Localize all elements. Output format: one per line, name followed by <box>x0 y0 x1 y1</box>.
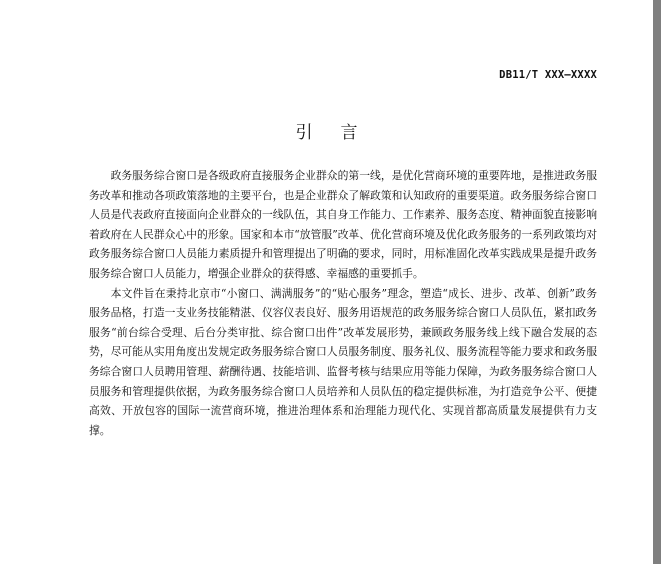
document-body <box>89 166 597 440</box>
paragraph: 本文件旨在秉持北京市“小窗口、满满服务”的“贴心服务”理念，塑造“成长、进步、改革、创新”政务服务品格，打造一支业务技能精湛、仪容仪表良好、服务用语规范的政务服务综合窗口人员队伍，紧扣政务服务“前台综合受理、后台分类审批、综合窗口出件”改革发展形势，兼顾政务服务线上线下融合发展的态势，尽可能从实用角度出发规定政务服务综合窗口人员服务制度、服务礼仪、服务流程等能力要求和政务服务综合窗口人员聘用管理、薪酬待遇、技能培训、监督考核与结果应用等能力保障，为政务服务综合窗口人员服务和管理提供依据，为政务服务综合窗口人员培养和人员队伍的稳定提供标准，为打造竞争公平、便捷高效、开放包容的国际一流营商环境，推进治理体系和治理能力现代化、实现首都高质量发展提供有力支撑。 <box>89 286 597 437</box>
paragraph: 政务服务综合窗口是各级政府直接服务企业群众的第一线，是优化营商环境的重要阵地，是推进政务服务改革和推动各项政策落地的主要平台，也是企业群众了解政策和认知政府的重要渠道。政务服务综合窗口人员是代表政府直接面向企业群众的一线队伍，其自身工作能力、工作素养、服务态度、精神面貌直接影响着政府在人民群众心中的形象。国家和本市“放管服”改革、优化营商环境及优化政务服务的一系列政策均对政务服务综合窗口人员能力素质提升和管理提出了明确的要求，同时，用标准固化改革实践成果是提升政务服务综合窗口人员能力，增强企业群众的获得感、幸福感的重要抓手。 <box>89 169 597 280</box>
document-code: DB11/T XXX—XXXX <box>499 69 597 81</box>
section-title: 引言 <box>295 123 386 143</box>
